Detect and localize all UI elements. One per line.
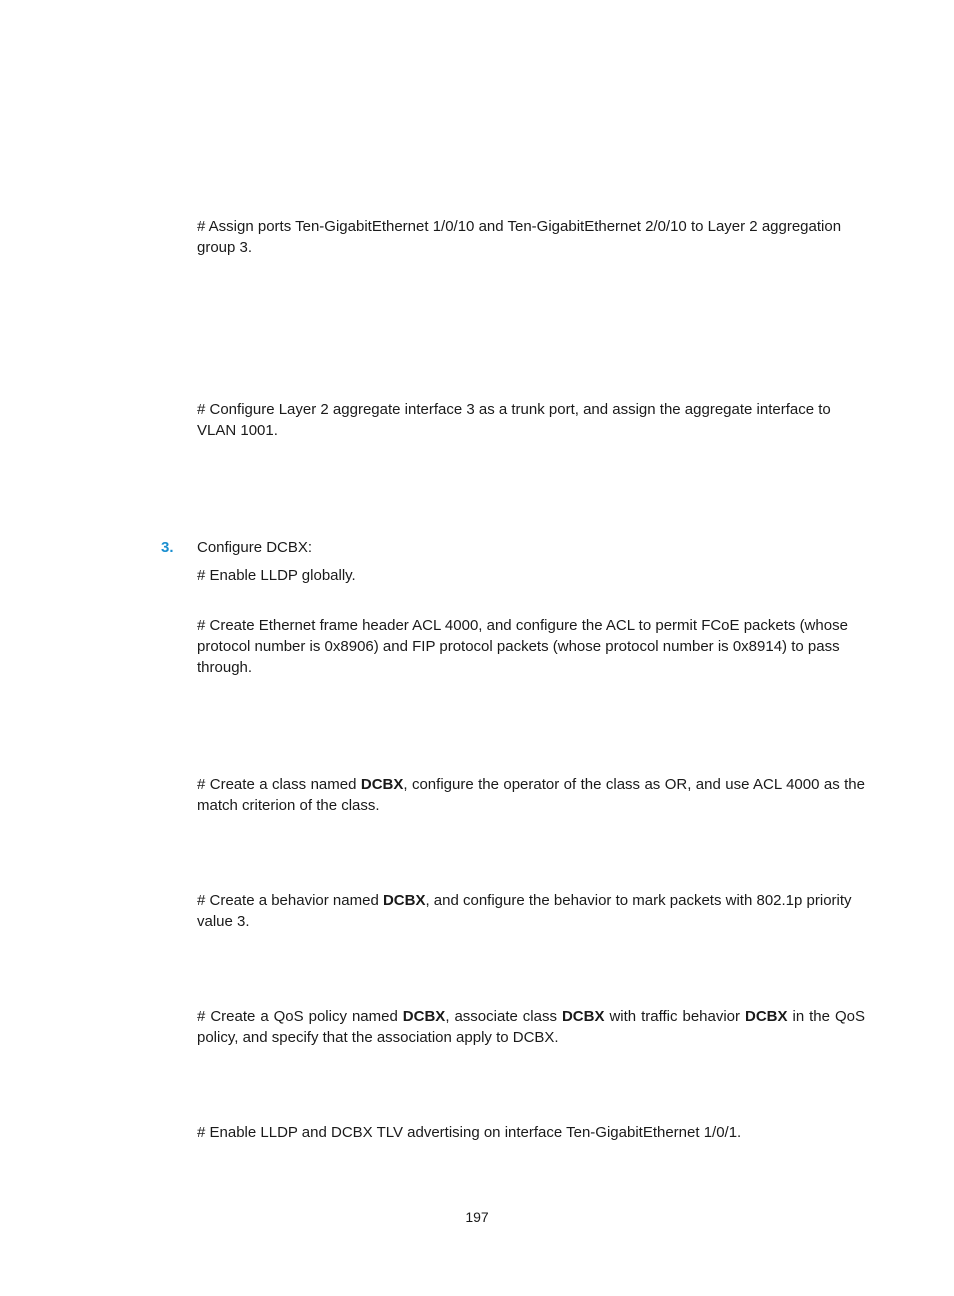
configure-trunk-paragraph: # Configure Layer 2 aggregate interface 3 as a trunk port, and assign the aggregate interface to VLAN 1001. xyxy=(197,401,831,439)
create-acl-paragraph: # Create Ethernet frame header ACL 4000, and configure the ACL to permit FCoE packets (whose protocol number is 0x8906) and FIP protocol packets (whose protocol number is 0x8914) to pass through. xyxy=(197,617,848,676)
create-behavior-text-2: , and configure the behavior to mark packets with 802.1p priority value 3. xyxy=(197,892,852,930)
create-policy-text-2: , associate class xyxy=(445,1008,562,1025)
behavior-name-dcbx: DCBX xyxy=(382,892,426,909)
step-number: 3. xyxy=(161,539,174,556)
assign-ports-paragraph: # Assign ports Ten-GigabitEthernet 1/0/10 and Ten-GigabitEthernet 2/0/10 to Layer 2 aggregation group 3. xyxy=(197,218,842,256)
create-policy-text-3: with traffic behavior xyxy=(604,1008,745,1025)
create-class-text-2: , configure the operator of the class as OR, and use ACL 4000 as the match criterion of the class. xyxy=(197,776,865,814)
create-behavior-paragraph xyxy=(197,890,865,932)
policy-class-dcbx: DCBX xyxy=(561,1008,605,1025)
page-number: 197 xyxy=(465,1209,489,1225)
enable-tlv-paragraph: # Enable LLDP and DCBX TLV advertising on interface Ten-GigabitEthernet 1/0/1. xyxy=(197,1124,742,1141)
create-behavior-text-1: # Create a behavior named xyxy=(197,892,383,909)
enable-lldp-paragraph: # Enable LLDP globally. xyxy=(197,567,356,584)
create-policy-text-1: # Create a QoS policy named xyxy=(197,1008,403,1025)
policy-name-dcbx: DCBX xyxy=(402,1008,446,1025)
policy-behavior-dcbx: DCBX xyxy=(745,1008,788,1025)
step-label: Configure DCBX: xyxy=(197,539,313,556)
create-class-paragraph xyxy=(197,774,865,816)
class-name-dcbx: DCBX xyxy=(360,776,404,793)
create-policy-paragraph xyxy=(197,1006,865,1048)
create-class-text-1: # Create a class named xyxy=(197,776,361,793)
create-policy-text-4: in the QoS policy, and specify that the association apply to DCBX. xyxy=(197,1008,865,1046)
